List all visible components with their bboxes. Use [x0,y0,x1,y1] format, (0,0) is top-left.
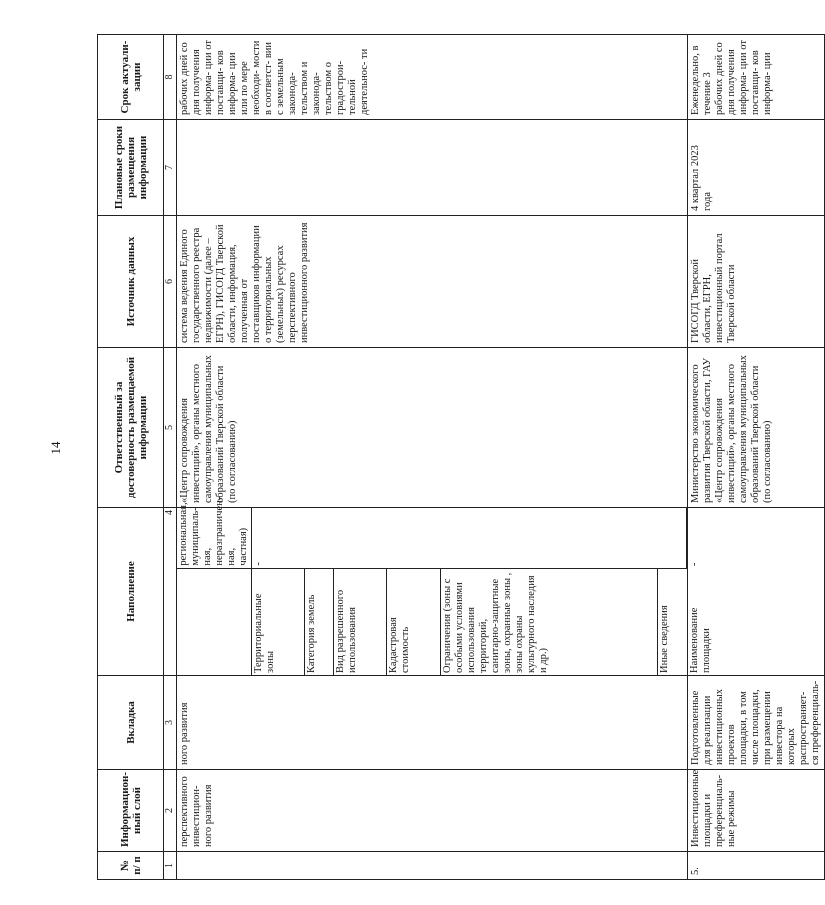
row-source: система ведения Единого государственного реестра недвижимости (далее – ЕГРН), ГИСОГД Тверской области, информация, полученная от поставщиков информации о территориальных (земельных) ресурсах перспективного инвестиционного развития [177,216,688,348]
fill-item: Иные сведения [659,605,671,673]
rotated-table-sheet [97,35,821,880]
row-deadline: 4 квартал 2023 года [688,120,825,216]
col-number: 1 [164,852,177,880]
header-tab: Вкладка [98,676,164,770]
header-responsible: Ответственный за достоверность размещаемой информации [98,348,164,508]
header-layer: Информацион- ный слой [98,770,164,852]
fill-item: Наименование площадки [689,607,712,673]
fill-item: Территориальные зоны [252,568,305,675]
row-tab: Подготовленные для реализации инвестиционных проектов площадки, в том числе площадки, при размещении инвестора на которых распространяет- ся преференциаль- [688,676,825,770]
row-deadline [177,120,688,216]
col-number: 6 [164,216,177,348]
fill-item: Кадастровая стоимость [387,568,440,675]
header-deadline: Плановые сроки размещения информации [98,120,164,216]
header-fill: Наполнение [98,508,164,676]
col-number: 3 [164,676,177,770]
row-fill [177,496,688,676]
header-source: Источник данных [98,216,164,348]
row-num: 5. [688,852,825,880]
row-responsible: «Центр сопровождения инвестиций», органы местного самоуправления муниципальных образований Тверской области (по согласованию) [177,348,688,508]
fill-subtable [177,496,687,675]
row-layer: перспективного инвестицион- ного развития [177,770,688,852]
fill-dash: - [252,508,687,568]
col-number: 5 [164,348,177,508]
header-update: Срок актуали- зации [98,35,164,120]
fill-item: Вид разрешенного использования [334,568,387,675]
fill-subtable [688,508,824,675]
row-responsible: Министерство экономического развития Тверской области, ГАУ «Центр сопровождения инвестиций», органы местного самоуправления муниципальных образований Тверской области (по согласованию) [688,348,825,508]
row-layer: Инвестиционные площадки и преференциаль- ные режимы [688,770,825,852]
table-row [177,35,688,880]
col-number: 8 [164,35,177,120]
info-layers-table [97,34,825,880]
col-number: 4 [164,508,177,676]
row-update: Еженедельно, в течение 3 рабочих дней со дня получения информа- ции от поставщи- ков информа- ции [688,35,825,120]
row-fill [688,508,825,676]
fill-ownership: региональная, муниципаль- ная, неразграничен- ная, частная) [177,508,252,568]
col-number: 2 [164,770,177,852]
col-number: 7 [164,120,177,216]
fill-item: Категория земель [305,568,334,675]
row-tab: ного развития [177,676,688,770]
row-update: рабочих дней со дня получения информа- ции от поставщи- ков информа- ции или по мере необходи- мости в соответст- вии с земельным законода- тельством и законода- тельством о градострои- тельной деятельнос- ти [177,35,688,120]
row-num [177,852,688,880]
fill-dash: - [689,562,700,567]
fill-item: Ограничения (зоны с особыми условиями использования территорий, санитарно-защитные зоны, охранные зоны , зоны охраны культурного наследия и др.) [440,568,658,675]
fill-top-blank [177,568,252,675]
header-row [98,35,164,880]
page-number: 14 [48,441,63,455]
table-row [688,35,825,880]
row-source: ГИСОГД Тверской области, ЕГРН, инвестиционный портал Тверской области [688,216,825,348]
header-num: № п/ п [98,852,164,880]
column-number-row [164,35,177,880]
